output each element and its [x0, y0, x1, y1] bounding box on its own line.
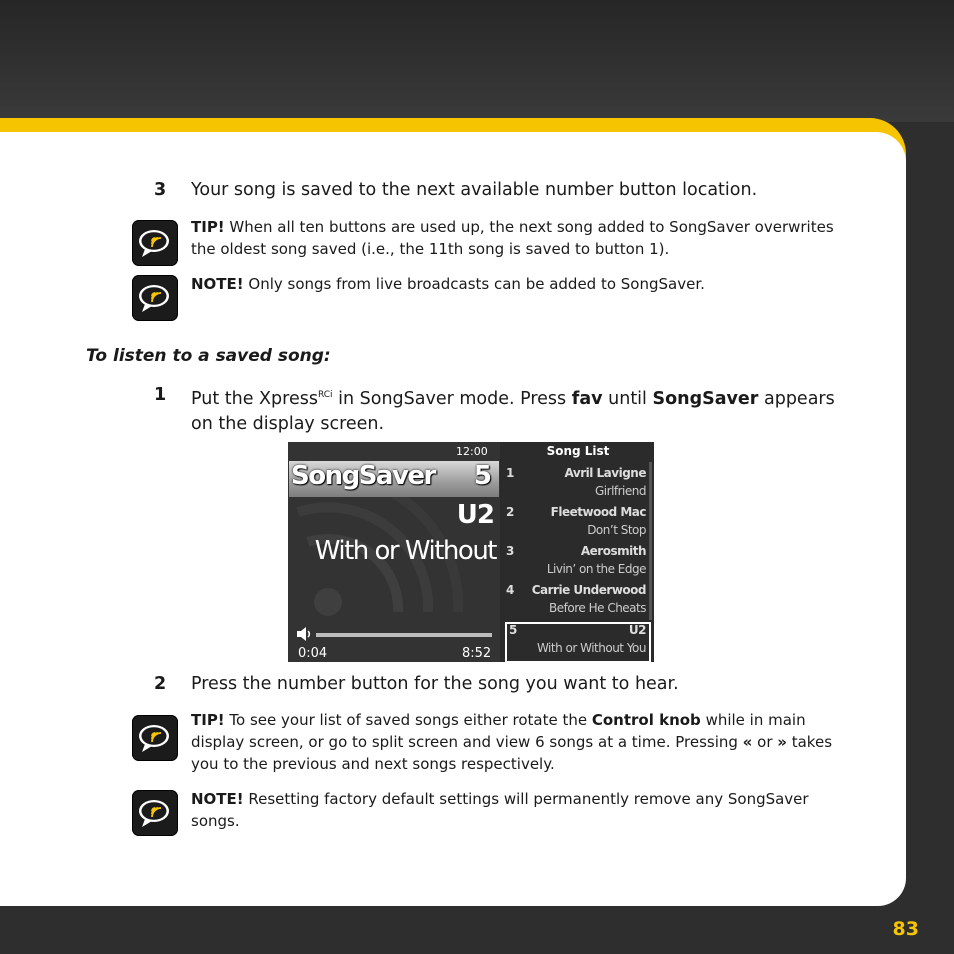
list-item-number: 2 — [506, 505, 515, 519]
scrollbar — [649, 462, 652, 620]
list-item-artist: Carrie Underwood — [531, 583, 646, 597]
list-item-title: Livin’ on the Edge — [546, 562, 646, 576]
now-playing-artist: U2 — [456, 500, 494, 530]
step-text — [191, 383, 841, 437]
list-item-title: Before He Cheats — [549, 601, 646, 615]
list-item-number: 4 — [506, 583, 515, 597]
device-screen — [288, 442, 654, 662]
list-item-title: With or Without You — [536, 641, 646, 655]
list-item-number: 3 — [506, 544, 515, 558]
step-text-part: appears on the display screen. — [191, 388, 835, 434]
list-item-artist: U2 — [628, 623, 646, 637]
speech-bubble-icon — [132, 790, 178, 836]
elapsed-time: 0:04 — [298, 646, 328, 661]
total-time: 8:52 — [462, 646, 492, 661]
tip-body: When all ten buttons are used up, the next song added to SongSaver overwrites the oldest song saved (i.e., the 11th song is saved to button 1). — [191, 218, 834, 258]
list-item-number: 1 — [506, 466, 515, 480]
speaker-icon — [296, 626, 312, 642]
footer-band — [0, 906, 954, 954]
page-number: 83 — [892, 918, 919, 940]
step-text-part: until — [602, 388, 653, 409]
list-item-artist: Avril Lavigne — [564, 466, 646, 480]
step-number: 3 — [154, 180, 167, 200]
song-list-header: Song List — [546, 444, 610, 458]
list-item-title: Don’t Stop — [587, 523, 646, 537]
step-number: 2 — [154, 674, 167, 694]
step-text: Press the number button for the song you want to hear. — [191, 674, 679, 694]
speech-bubble-icon — [132, 275, 178, 321]
section-heading: To listen to a saved song: — [86, 346, 331, 366]
mode-title: SongSaver — [291, 461, 435, 491]
list-item-title: Girlfriend — [595, 484, 646, 498]
step-number: 1 — [154, 385, 167, 405]
previous-arrow-icon: « — [742, 733, 753, 751]
clock: 12:00 — [456, 445, 488, 458]
now-playing-pane — [288, 442, 500, 662]
tip-label: TIP! — [191, 711, 225, 729]
header-band — [0, 0, 954, 122]
note-body: Resetting factory default settings will permanently remove any SongSaver songs. — [191, 790, 809, 830]
step-text-part: Put the Xpress — [191, 388, 318, 409]
progress-bar — [316, 633, 492, 637]
tip-body: To see your list of saved songs either rotate the — [224, 711, 592, 729]
speech-bubble-icon — [132, 220, 178, 266]
tip-label: TIP! — [191, 218, 225, 236]
tip-body: or — [752, 733, 778, 751]
fav-key: fav — [571, 388, 603, 409]
step-text: Your song is saved to the next available number button location. — [191, 180, 758, 200]
now-playing-song: With or Without — [314, 536, 496, 566]
note-body: Only songs from live broadcasts can be added to SongSaver. — [243, 275, 705, 293]
superscript: RCi — [317, 390, 333, 400]
note-text — [191, 788, 851, 832]
note-text — [191, 273, 851, 295]
tip-body: while in main display screen, or go to split screen and view 6 songs at a time. Pressing — [191, 711, 806, 751]
list-item-artist: Fleetwood Mac — [550, 505, 646, 519]
songsaver-term: SongSaver — [652, 388, 759, 409]
tip-text — [191, 216, 851, 260]
control-knob-term: Control knob — [591, 711, 701, 729]
tip-text — [191, 709, 851, 775]
note-label: NOTE! — [191, 790, 244, 808]
slot-number: 5 — [473, 461, 492, 491]
song-list-pane — [502, 442, 654, 662]
tip-body: takes you to the previous and next songs respectively. — [191, 733, 833, 773]
step-text-part: in SongSaver mode. Press — [332, 388, 572, 409]
list-item-artist: Aerosmith — [580, 544, 646, 558]
list-item-number: 5 — [509, 623, 518, 637]
note-label: NOTE! — [191, 275, 244, 293]
next-arrow-icon: » — [777, 733, 787, 751]
speech-bubble-icon — [132, 715, 178, 761]
